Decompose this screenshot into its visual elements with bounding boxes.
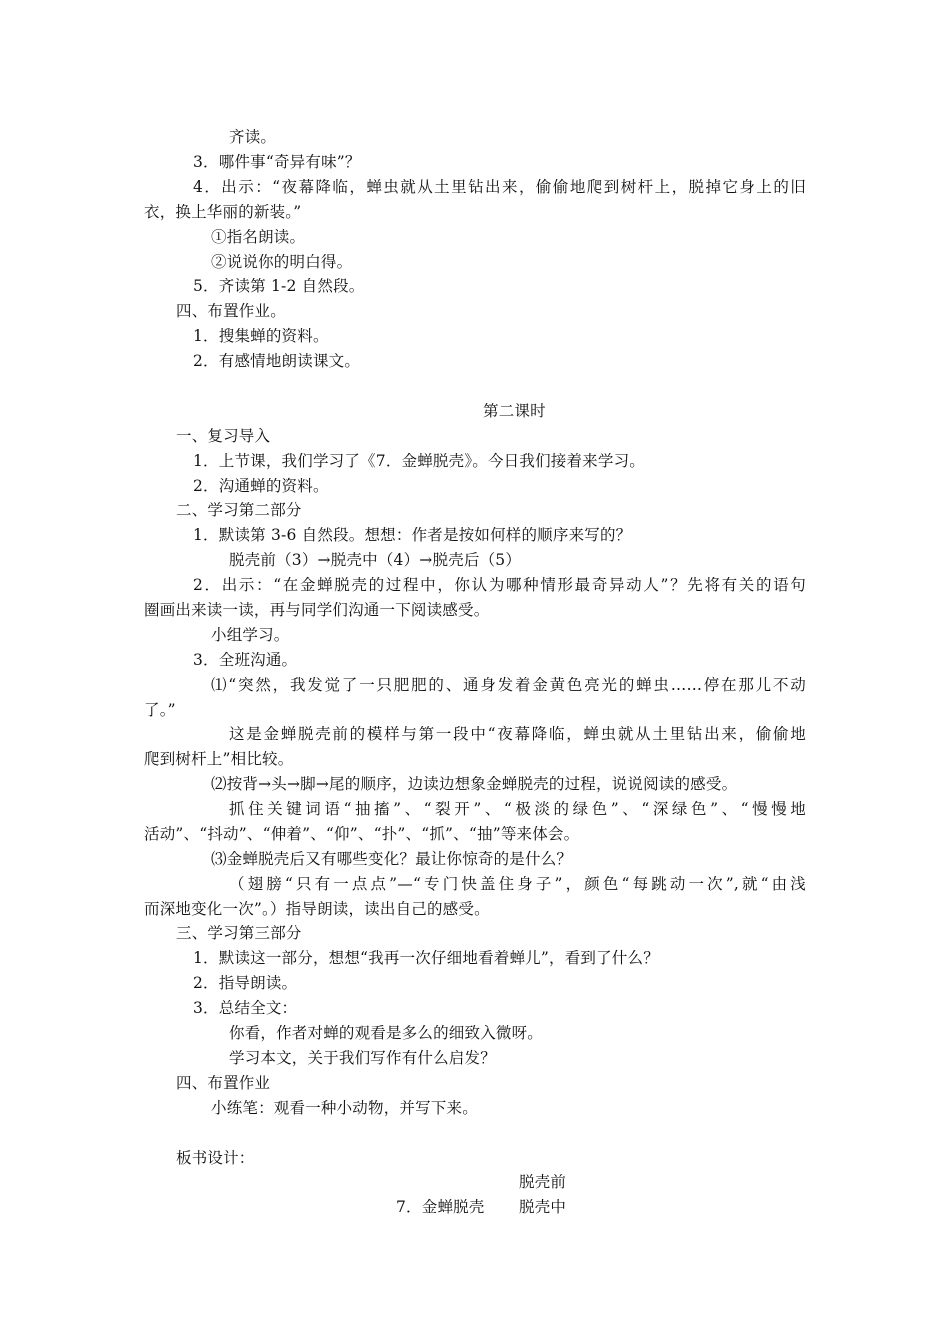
text-line: ⑴“突然，我发觉了一只肥肥的、通身发着金黄色亮光的蝉虫……停在那儿不动 <box>211 676 806 694</box>
text-line: 5．齐读第 1-2 自然段。 <box>193 277 365 295</box>
text-line: ⑵按背→头→脚→尾的顺序，边读边想象金蝉脱壳的过程，说说阅读的感受。 <box>211 775 738 793</box>
board-item: 脱壳前 <box>519 1173 567 1191</box>
section-heading: 三、学习第三部分 <box>176 924 302 942</box>
section-heading: 二、学习第二部分 <box>176 501 302 519</box>
text-line: 活动”、“抖动”、“伸着”、“仰”、“扑”、“抓”、“抽”等来体会。 <box>144 825 580 843</box>
text-line: 爬到树杆上”相比较。 <box>144 750 294 768</box>
text-line: 2．出示：“在金蝉脱壳的过程中，你认为哪种情形最奇异动人”？先将有关的语句 <box>193 576 806 594</box>
text-line: 3．哪件事“奇异有味”？ <box>193 153 361 171</box>
board-item: 脱壳中 <box>519 1198 567 1216</box>
section-heading: 四、布置作业 <box>176 1074 271 1092</box>
section-heading: 一、复习导入 <box>176 427 271 445</box>
text-line: 3．全班沟通。 <box>193 651 298 669</box>
text-line: 了。” <box>144 701 176 719</box>
text-line: 这是金蝉脱壳前的模样与第一段中“夜幕降临，蝉虫就从土里钻出来，偷偷地 <box>229 725 806 743</box>
text-line: 小组学习。 <box>211 626 290 644</box>
text-line: 2．有感情地朗读课文。 <box>193 352 361 370</box>
text-line: 而深地变化一次”。）指导朗读，读出自己的感受。 <box>144 900 490 918</box>
board-design-label: 板书设计： <box>176 1149 255 1167</box>
text-line: ①指名朗读。 <box>211 228 306 246</box>
text-line: ⑶金蝉脱壳后又有哪些变化？最让你惊奇的是什么？ <box>211 850 573 868</box>
text-line: 4．出示：“夜幕降临，蝉虫就从土里钻出来，偷偷地爬到树杆上，脱掉它身上的旧 <box>193 178 806 196</box>
text-line: 学习本文，关于我们写作有什么启发？ <box>229 1049 496 1067</box>
section-heading: 四、布置作业。 <box>176 302 286 320</box>
text-line: 1．上节课，我们学习了《7．金蝉脱壳》。今日我们接着来学习。 <box>193 452 645 470</box>
text-line: 1．默读这一部分，想想“我再一次仔细地看着蝉儿”，看到了什么？ <box>193 949 659 967</box>
lesson-title: 第二课时 <box>483 402 546 420</box>
text-line: 抓住关键词语“抽搐”、“裂开”、“极淡的绿色”、“深绿色”、“慢慢地 <box>229 800 806 818</box>
text-line: 衣，换上华丽的新装。” <box>144 203 302 221</box>
text-line: ②说说你的明白得。 <box>211 253 353 271</box>
text-line: 齐读。 <box>229 128 277 146</box>
text-line: 2．指导朗读。 <box>193 974 298 992</box>
text-line: 2．沟通蝉的资料。 <box>193 477 329 495</box>
text-line: 1．搜集蝉的资料。 <box>193 327 329 345</box>
board-title: 7．金蝉脱壳 <box>396 1198 485 1216</box>
text-line: （翅膀“只有一点点”—“专门快盖住身子”，颜色“每跳动一次”,就“由浅 <box>229 875 806 893</box>
text-line: 小练笔：观看一种小动物，并写下来。 <box>211 1099 478 1117</box>
text-line: 3．总结全文： <box>193 999 298 1017</box>
text-line: 脱壳前（3）→脱壳中（4）→脱壳后（5） <box>229 551 522 569</box>
text-line: 圈画出来读一读，再与同学们沟通一下阅读感受。 <box>144 601 490 619</box>
text-line: 1．默读第 3-6 自然段。想想：作者是按如何样的顺序来写的？ <box>193 526 632 544</box>
text-line: 你看，作者对蝉的观看是多么的细致入微呀。 <box>229 1024 544 1042</box>
